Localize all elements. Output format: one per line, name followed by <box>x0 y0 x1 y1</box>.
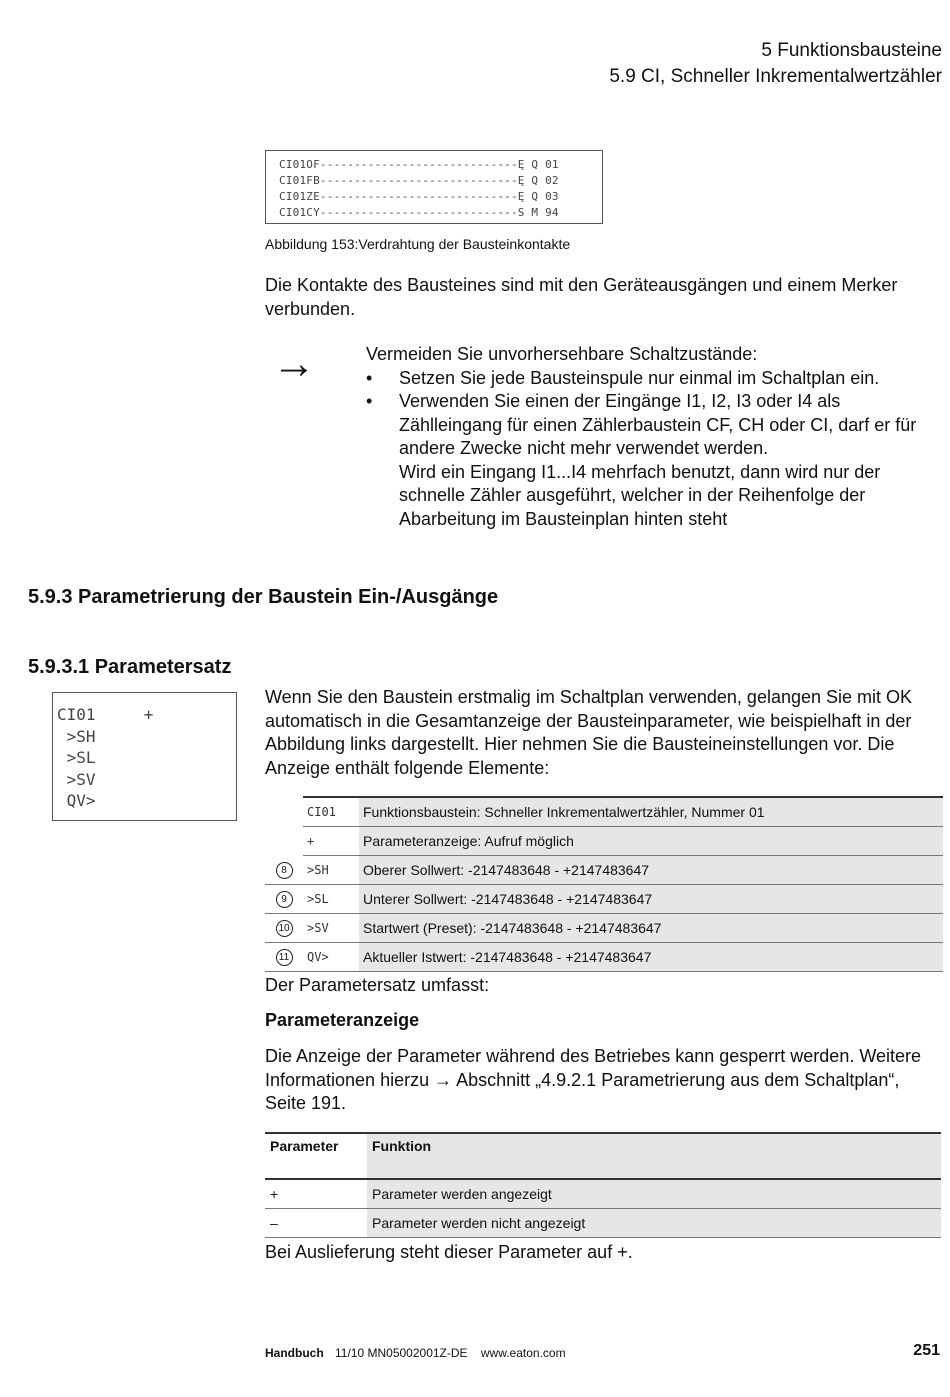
number-badge: 10 <box>276 920 293 937</box>
display-line: >SH <box>57 726 96 746</box>
table-row <box>265 1179 941 1209</box>
wiring-display <box>265 150 603 224</box>
chapter-title: 5 Funktionsbausteine <box>761 40 942 61</box>
footer-label: Handbuch <box>265 1346 324 1360</box>
parameter-display <box>52 692 237 821</box>
footer-url[interactable]: www.eaton.com <box>480 1346 566 1360</box>
element-desc: Startwert (Preset): -2147483648 - +2147483647 <box>359 913 943 942</box>
table-row <box>265 942 943 971</box>
list-item: • Verwenden Sie einen der Eingänge I1, I2, I3 oder I4 als Zählleingang für einen Zählerbaustein CF, CH oder CI, darf er für andere Zwecke nicht mehr verwendet werden. Wird ein Eingang I1...I4 mehrfach benutzt, dann wird nur der schnelle Zähler ausgeführt, welcher in der Reihenfolge der Abarbeitung im Bausteinplan hinten steht <box>366 391 917 529</box>
elements-table <box>265 796 943 972</box>
wiring-line: CI01FB-----------------------------Ę Q 02 <box>279 174 559 187</box>
param-value: – <box>265 1209 367 1238</box>
element-code: >SH <box>303 855 359 884</box>
column-header: Funktion <box>367 1133 941 1179</box>
note-intro: Vermeiden Sie unvorhersehbare Schaltzustände: <box>366 344 758 364</box>
display-line: >SV <box>57 769 96 789</box>
element-code: CI01 <box>303 797 359 826</box>
element-desc: Aktueller Istwert: -2147483648 - +2147483647 <box>359 942 943 971</box>
table-row <box>265 855 943 884</box>
subsection-heading: 5.9.3.1 Parametersatz <box>28 656 232 678</box>
figure-caption: Abbildung 153:Verdrahtung der Bausteinkontakte <box>265 236 571 252</box>
footer <box>265 1346 566 1360</box>
element-code: QV> <box>303 942 359 971</box>
wiring-line: CI01CY-----------------------------S M 94 <box>279 206 559 219</box>
section-title: 5.9 CI, Schneller Inkrementalwertzähler <box>609 66 942 87</box>
paragraph: Wenn Sie den Baustein erstmalig im Schaltplan verwenden, gelangen Sie mit OK automatisch in die Gesamtanzeige der Bausteinparameter, wie beispielhaft in der Abbildung links dargestellt. Hier nehmen Sie die Bausteineinstellungen vor. Die Anzeige enthält folgende Elemente: <box>265 687 913 778</box>
param-function: Parameter werden nicht angezeigt <box>367 1209 941 1238</box>
column-header: Parameter <box>265 1133 367 1179</box>
display-line: CI01 + <box>57 705 154 724</box>
section-heading: 5.9.3 Parametrierung der Baustein Ein-/Ausgänge <box>28 586 499 608</box>
display-line: QV> <box>57 791 96 810</box>
display-line: >SL <box>57 748 96 767</box>
footer-code: 11/10 MN05002001Z-DE <box>335 1346 468 1360</box>
cross-reference-link[interactable]: Abschnitt „4.9.2.1 Parametrierung aus dem Schaltplan“, Seite 191. <box>265 1069 900 1113</box>
list-item: • Setzen Sie jede Bausteinspule nur einmal im Schaltplan ein. <box>366 367 880 388</box>
note-block <box>366 343 941 531</box>
arrow-right-icon: → <box>434 1069 453 1090</box>
param-value: + <box>265 1179 367 1209</box>
table-row <box>265 826 943 855</box>
wiring-line: CI01OF-----------------------------Ę Q 01 <box>279 158 559 171</box>
element-code: + <box>303 826 359 855</box>
paragraph: Die Anzeige der Parameter während des Betriebes kann gesperrt werden. Weitere Informationen hierzu → Abschnitt „4.9.2.1 Parametrierung aus dem Schaltplan“, Seite 191. <box>265 1046 922 1113</box>
arrow-right-icon: → <box>272 339 316 388</box>
table-row <box>265 913 943 942</box>
table-row <box>265 797 943 826</box>
element-desc: Parameteranzeige: Aufruf möglich <box>359 826 943 855</box>
number-badge: 11 <box>276 949 293 966</box>
number-badge: 9 <box>276 891 293 908</box>
element-code: >SV <box>303 913 359 942</box>
paragraph: Bei Auslieferung steht dieser Parameter auf +. <box>265 1242 633 1262</box>
note-list <box>366 367 941 532</box>
page-number: 251 <box>913 1342 940 1359</box>
param-function: Parameter werden angezeigt <box>367 1179 941 1209</box>
paragraph: Die Kontakte des Bausteines sind mit den Geräteausgängen und einem Merker verbunden. <box>265 275 898 319</box>
table-row <box>265 884 943 913</box>
paragraph: Der Parametersatz umfasst: <box>265 975 490 995</box>
parameter-table <box>265 1132 941 1238</box>
element-code: >SL <box>303 884 359 913</box>
element-desc: Oberer Sollwert: -2147483648 - +2147483647 <box>359 855 943 884</box>
element-desc: Funktionsbaustein: Schneller Inkrementalwertzähler, Nummer 01 <box>359 797 943 826</box>
element-desc: Unterer Sollwert: -2147483648 - +2147483647 <box>359 884 943 913</box>
parameter-heading: Parameteranzeige <box>265 1010 420 1030</box>
wiring-line: CI01ZE-----------------------------Ę Q 03 <box>279 190 559 203</box>
number-badge: 8 <box>276 862 293 879</box>
table-row <box>265 1209 941 1238</box>
